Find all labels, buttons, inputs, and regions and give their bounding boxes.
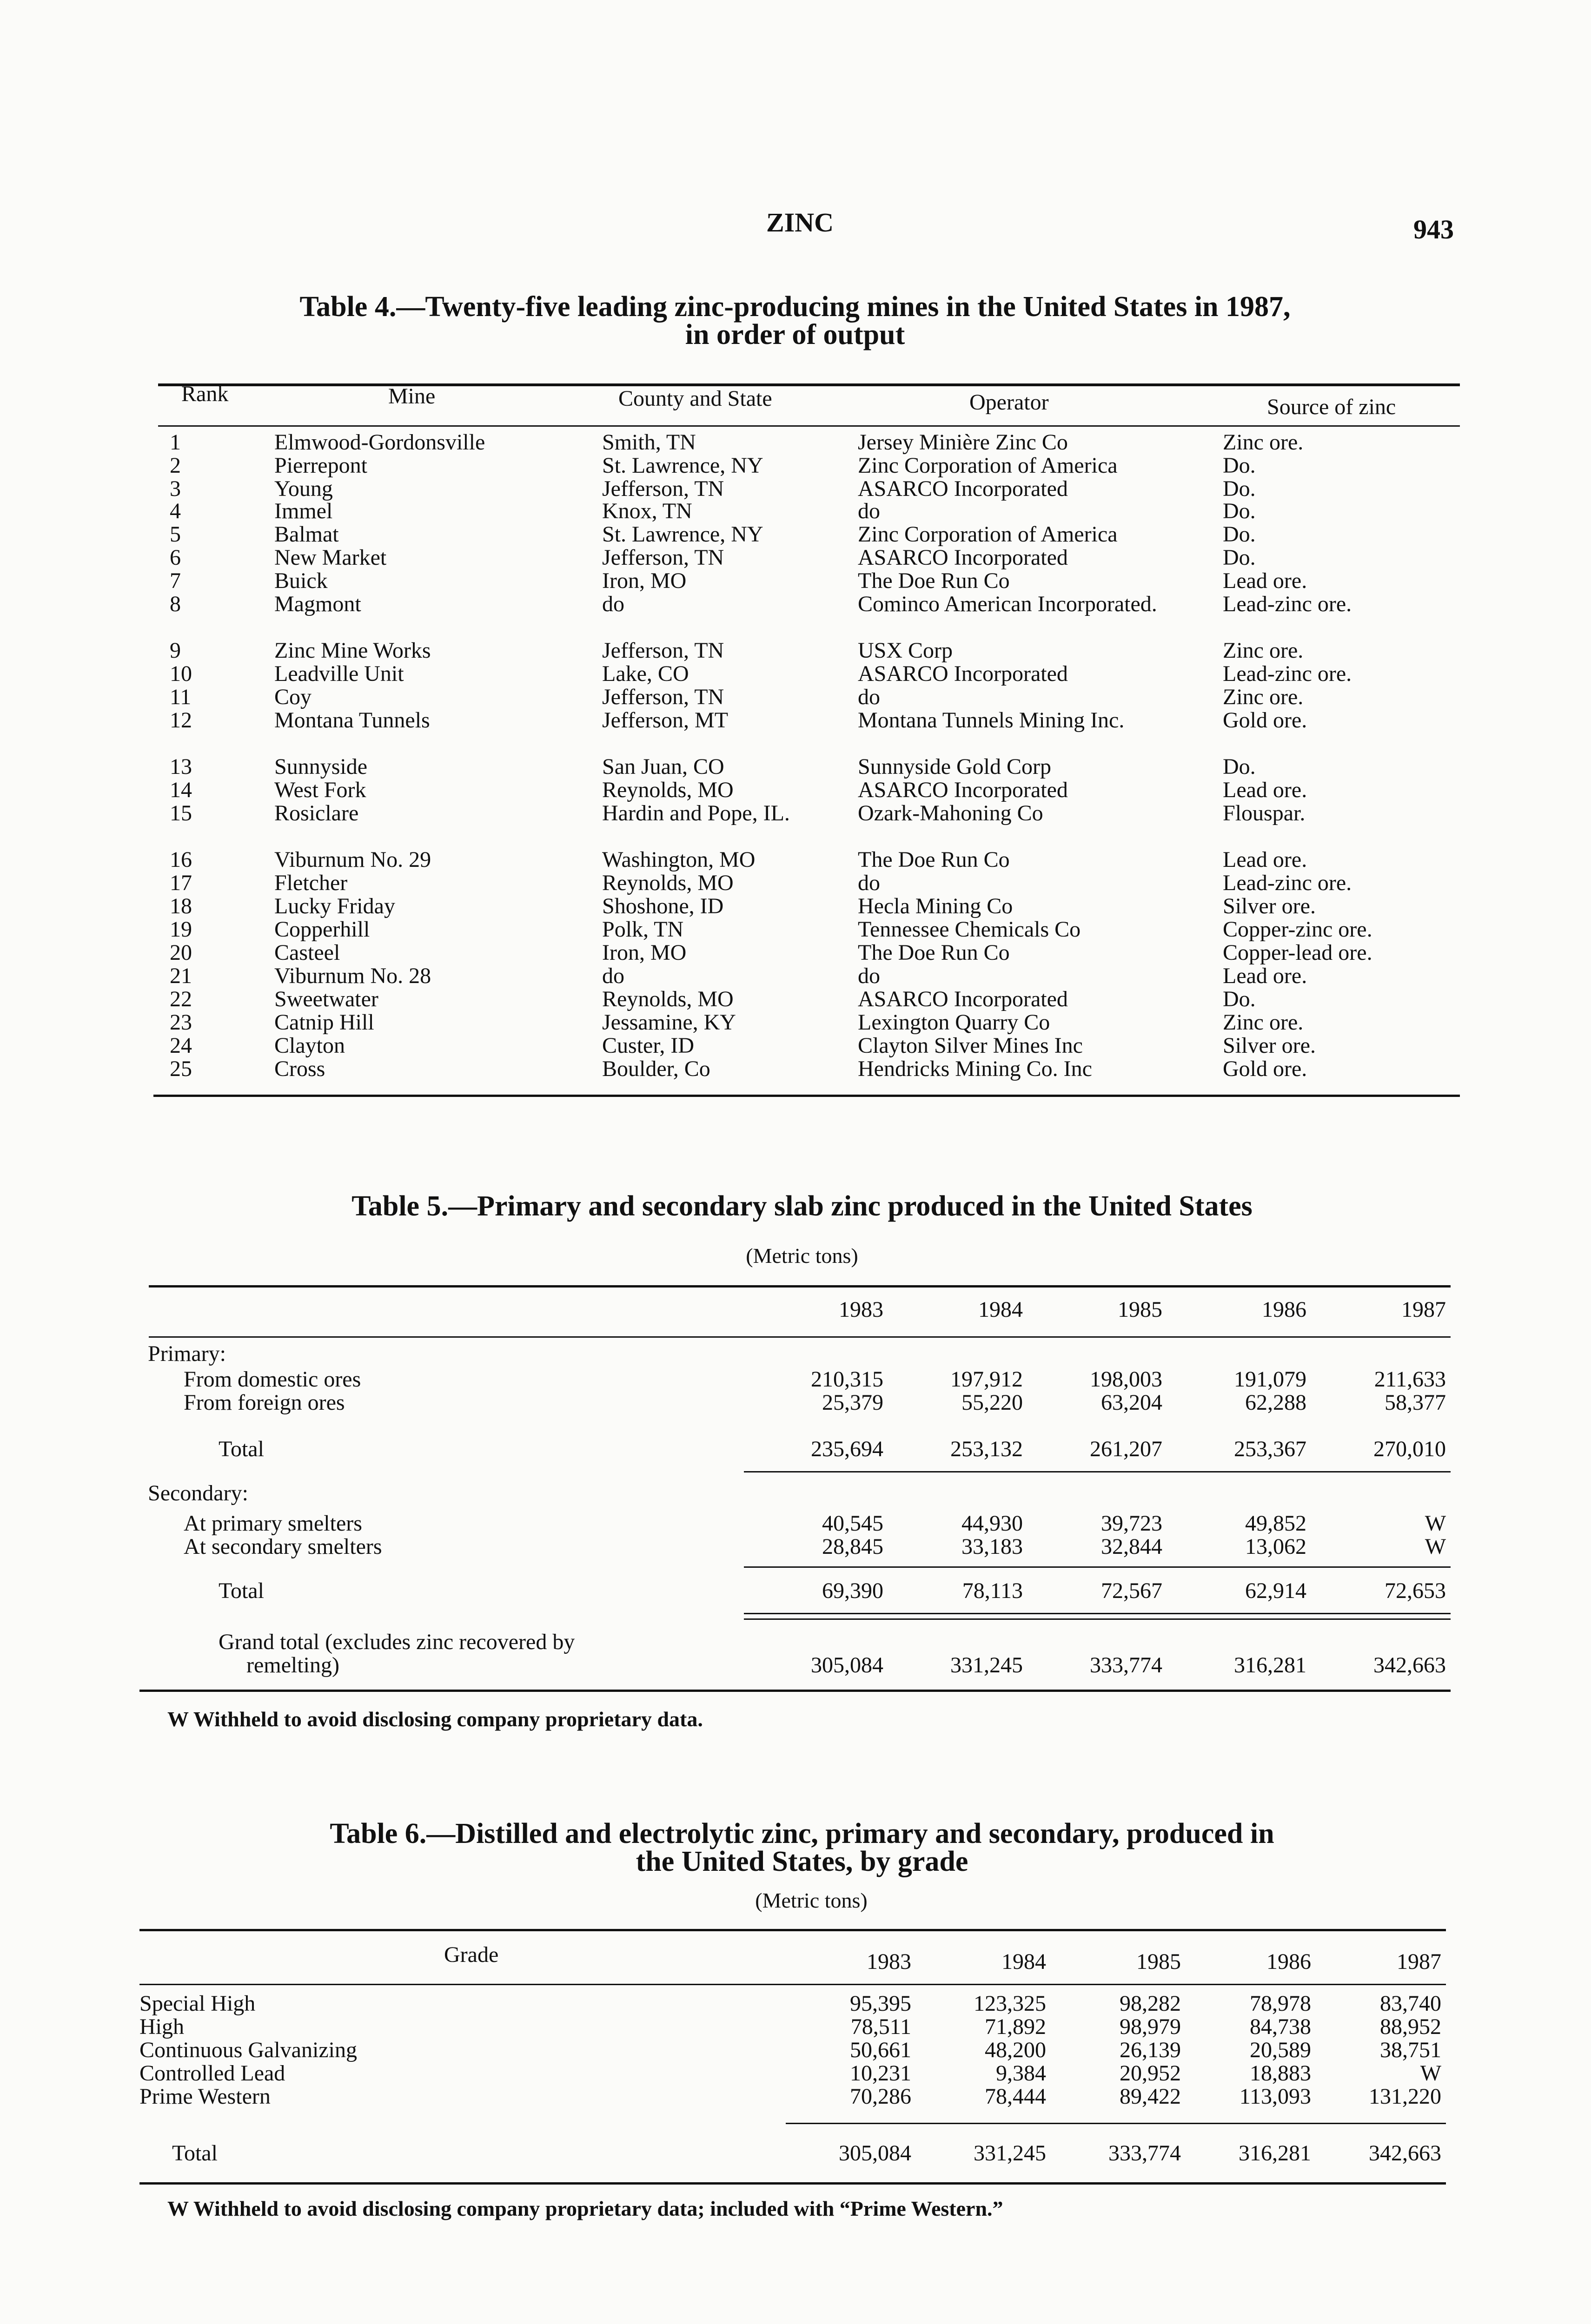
table4-mine: Cross	[274, 1056, 325, 1081]
table4-source: Lead ore.	[1223, 568, 1307, 593]
table4-row	[0, 477, 1591, 501]
value-cell: 40,545	[822, 1511, 883, 1536]
table4-rank: 19	[170, 917, 192, 942]
value-cell: 39,723	[1101, 1511, 1162, 1536]
value-cell: 331,245	[974, 2141, 1046, 2166]
value-cell: 78,113	[962, 1578, 1023, 1603]
table4-county: Jefferson, TN	[602, 685, 724, 709]
table4-rank: 4	[170, 499, 181, 523]
value-cell: 342,663	[1369, 2141, 1441, 2166]
table6-title-line2: the United States, by grade	[636, 1846, 968, 1877]
table5-grand-rule-b	[744, 1618, 1451, 1620]
value-cell: 123,325	[974, 1991, 1046, 2016]
value-cell: 72,567	[1101, 1578, 1162, 1603]
table5-footnote: W Withheld to avoid disclosing company proprietary data.	[167, 1707, 703, 1731]
table4-county: Reynolds, MO	[602, 778, 734, 802]
table4-source: Zinc ore.	[1223, 1010, 1304, 1035]
table4-county: Jefferson, TN	[602, 545, 724, 570]
value-cell: 98,979	[1120, 2014, 1181, 2039]
row-label: Total	[172, 2141, 218, 2166]
table4-mine: Young	[274, 476, 333, 501]
table4-rank: 3	[170, 476, 181, 501]
table4-county: Jefferson, TN	[602, 476, 724, 501]
table4-operator: The Doe Run Co	[858, 847, 1010, 872]
table5-grand-rule-a	[744, 1613, 1451, 1614]
table4-county: Custer, ID	[602, 1033, 695, 1058]
table4-rank: 18	[170, 894, 192, 918]
year-header: 1987	[1397, 1949, 1441, 1974]
value-cell: 33,183	[961, 1534, 1023, 1559]
value-cell: 72,653	[1385, 1578, 1446, 1603]
value-cell: 78,444	[985, 2084, 1046, 2109]
table4-county: Reynolds, MO	[602, 871, 734, 895]
value-cell: 210,315	[811, 1367, 883, 1392]
table6-top-rule	[139, 1929, 1446, 1931]
table4-rank: 15	[170, 801, 192, 825]
table4-row	[0, 895, 1591, 918]
table4-row	[0, 523, 1591, 546]
table4-rank: 22	[170, 987, 192, 1011]
table4-row	[0, 569, 1591, 593]
table4-mine: Magmont	[274, 592, 361, 616]
table4-operator: ASARCO Incorporated	[858, 987, 1068, 1011]
value-cell: 270,010	[1373, 1437, 1446, 1461]
table4-mine: Immel	[274, 499, 333, 523]
table4-county: St. Lawrence, NY	[602, 453, 763, 478]
table4-source: Copper-lead ore.	[1223, 940, 1372, 965]
table4-county: Iron, MO	[602, 568, 687, 593]
table4-source: Copper-zinc ore.	[1223, 917, 1372, 942]
table4-mine: Fletcher	[274, 871, 348, 895]
table4-mine: Montana Tunnels	[274, 708, 430, 733]
table4-operator: Lexington Quarry Co	[858, 1010, 1050, 1035]
year-header: 1987	[1401, 1297, 1446, 1322]
table4-title-line1: Table 4.—Twenty-five leading zinc-producing mines in the United States in 1987,	[299, 291, 1291, 323]
table4-mine: Clayton	[274, 1033, 345, 1058]
table4-county: Iron, MO	[602, 940, 687, 965]
table5-header-rule	[149, 1336, 1451, 1338]
table4-county: St. Lawrence, NY	[602, 522, 763, 547]
table5-top-rule	[149, 1285, 1451, 1287]
table4-row	[0, 431, 1591, 454]
table5-unit: (Metric tons)	[746, 1244, 858, 1268]
value-cell: 25,379	[822, 1390, 883, 1415]
row-label: Prime Western	[139, 2084, 271, 2109]
table4-row	[0, 779, 1591, 802]
table4-row	[0, 593, 1591, 616]
table4-mine: Casteel	[274, 940, 340, 965]
table4-mine: Leadville Unit	[274, 661, 404, 686]
table5-primary-label: Primary:	[148, 1341, 226, 1366]
table4-operator: Jersey Minière Zinc Co	[858, 430, 1068, 455]
table4-mine: Viburnum No. 29	[274, 847, 431, 872]
row-label: From foreign ores	[184, 1390, 345, 1415]
value-cell: 78,978	[1250, 1991, 1311, 2016]
value-cell: 20,952	[1120, 2061, 1181, 2086]
value-cell: 197,912	[950, 1367, 1023, 1392]
year-header: 1984	[978, 1297, 1023, 1322]
value-cell: 98,282	[1120, 1991, 1181, 2016]
value-cell: 70,286	[850, 2084, 911, 2109]
value-cell: 38,751	[1380, 2038, 1441, 2062]
year-header: 1986	[1262, 1297, 1306, 1322]
row-label: Continuous Galvanizing	[139, 2038, 357, 2062]
value-cell: 261,207	[1090, 1437, 1162, 1461]
table4-source: Silver ore.	[1223, 1033, 1316, 1058]
page-number: 943	[1413, 214, 1454, 244]
table4-rank: 7	[170, 568, 181, 593]
value-cell: 305,084	[811, 1653, 883, 1677]
row-label: Controlled Lead	[139, 2061, 285, 2086]
table4-operator: ASARCO Incorporated	[858, 476, 1068, 501]
value-cell: 48,200	[985, 2038, 1046, 2062]
table4-rank: 2	[170, 453, 181, 478]
table4-county: Jessamine, KY	[602, 1010, 736, 1035]
value-cell: 49,852	[1245, 1511, 1306, 1536]
value-cell: 211,633	[1374, 1367, 1446, 1392]
value-cell: 28,845	[822, 1534, 883, 1559]
value-cell: 71,892	[985, 2014, 1046, 2039]
table4-source: Do.	[1223, 522, 1256, 547]
table4-source: Do.	[1223, 987, 1256, 1011]
table4-county: Lake, CO	[602, 661, 689, 686]
table4-operator: USX Corp	[858, 638, 953, 663]
table4-county: Shoshone, ID	[602, 894, 724, 918]
table4-operator: Sunnyside Gold Corp	[858, 754, 1052, 779]
year-header: 1986	[1266, 1949, 1311, 1974]
value-cell: 95,395	[850, 1991, 911, 2016]
row-label: At primary smelters	[184, 1511, 362, 1536]
table5-total-rule-2a	[744, 1566, 1451, 1568]
table4-source: Do.	[1223, 545, 1256, 570]
table4-row	[0, 918, 1591, 941]
value-cell: 88,952	[1380, 2014, 1441, 2039]
value-cell: 333,774	[1090, 1653, 1162, 1677]
table4-col-operator: Operator	[969, 390, 1049, 415]
value-cell: 342,663	[1373, 1653, 1446, 1677]
table4-county: Washington, MO	[602, 847, 756, 872]
table4-source: Silver ore.	[1223, 894, 1316, 918]
table4-source: Do.	[1223, 476, 1256, 501]
table5-bottom-rule	[139, 1690, 1451, 1692]
table4-row	[0, 964, 1591, 988]
row-label: remelting)	[246, 1653, 339, 1677]
table4-source: Lead-zinc ore.	[1223, 661, 1352, 686]
table4-row	[0, 755, 1591, 779]
grand-total-label-1: Grand total (excludes zinc recovered by	[219, 1630, 575, 1654]
value-cell: 253,367	[1234, 1437, 1306, 1461]
table4-mine: Coy	[274, 685, 312, 709]
table4-operator: ASARCO Incorporated	[858, 778, 1068, 802]
table4-county: San Juan, CO	[602, 754, 724, 779]
table4-county: Jefferson, TN	[602, 638, 724, 663]
value-cell: 333,774	[1108, 2141, 1181, 2166]
table4-col-source: Source of zinc	[1267, 395, 1396, 419]
table4-county: Jefferson, MT	[602, 708, 729, 733]
table4-operator: Hendricks Mining Co. Inc	[858, 1056, 1092, 1081]
row-label: At secondary smelters	[184, 1534, 382, 1559]
table4-county: Smith, TN	[602, 430, 696, 455]
table4-mine: Sweetwater	[274, 987, 378, 1011]
value-cell: 26,139	[1120, 2038, 1181, 2062]
value-cell: W	[1420, 2061, 1441, 2086]
table4-source: Zinc ore.	[1223, 685, 1304, 709]
value-cell: 331,245	[950, 1653, 1023, 1677]
table4-row	[0, 1011, 1591, 1034]
table4-source: Do.	[1223, 453, 1256, 478]
value-cell: 62,914	[1245, 1578, 1306, 1603]
value-cell: 235,694	[811, 1437, 883, 1461]
table4-mine: Copperhill	[274, 917, 370, 942]
table4-row	[0, 1034, 1591, 1057]
table6-footnote: W Withheld to avoid disclosing company proprietary data; included with “Prime Western.”	[167, 2197, 1003, 2220]
table4-rank: 11	[170, 685, 192, 709]
table5-total-rule-1a	[744, 1471, 1451, 1472]
table4-mine: Catnip Hill	[274, 1010, 374, 1035]
value-cell: 113,093	[1239, 2084, 1311, 2109]
table4-row	[0, 500, 1591, 523]
table4-source: Lead-zinc ore.	[1223, 592, 1352, 616]
value-cell: W	[1425, 1534, 1446, 1559]
table4-rank: 14	[170, 778, 192, 802]
year-header: 1983	[839, 1297, 883, 1322]
row-label: Special High	[139, 1991, 256, 2016]
value-cell: 131,220	[1369, 2084, 1441, 2109]
table6-total-rule	[786, 2123, 1446, 2124]
table4-mine: Viburnum No. 28	[274, 964, 431, 988]
table4-operator: Montana Tunnels Mining Inc.	[858, 708, 1125, 733]
table4-source: Gold ore.	[1223, 708, 1307, 733]
table4-title-line2: in order of output	[685, 319, 905, 350]
table4-col-county: County and State	[618, 386, 772, 411]
value-cell: 316,281	[1234, 1653, 1306, 1677]
table4-operator: do	[858, 964, 880, 988]
value-cell: 18,883	[1250, 2061, 1311, 2086]
table4-row	[0, 662, 1591, 686]
table4-mine: Elmwood-Gordonsville	[274, 430, 485, 455]
table4-col-mine: Mine	[388, 384, 436, 409]
table4-top-rule	[158, 383, 1460, 386]
table4-mine: Balmat	[274, 522, 339, 547]
value-cell: 55,220	[961, 1390, 1023, 1415]
table4-operator: do	[858, 871, 880, 895]
table4-row	[0, 802, 1591, 825]
table4-mine: Pierrepont	[274, 453, 367, 478]
table4-row	[0, 546, 1591, 569]
table4-operator: The Doe Run Co	[858, 568, 1010, 593]
value-cell: 78,511	[850, 2014, 911, 2039]
value-cell: 84,738	[1250, 2014, 1311, 2039]
value-cell: 305,084	[839, 2141, 911, 2166]
table4-mine: Lucky Friday	[274, 894, 395, 918]
table4-rank: 10	[170, 661, 192, 686]
table4-operator: do	[858, 499, 880, 523]
table4-operator: The Doe Run Co	[858, 940, 1010, 965]
table4-operator: ASARCO Incorporated	[858, 661, 1068, 686]
table4-col-rank: Rank	[181, 382, 229, 406]
table4-source: Zinc ore.	[1223, 638, 1304, 663]
table4-operator: ASARCO Incorporated	[858, 545, 1068, 570]
table4-rank: 5	[170, 522, 181, 547]
table4-rank: 21	[170, 964, 192, 988]
table4-source: Flouspar.	[1223, 801, 1306, 825]
value-cell: 58,377	[1385, 1390, 1446, 1415]
table4-source: Lead ore.	[1223, 778, 1307, 802]
value-cell: 83,740	[1380, 1991, 1441, 2016]
year-header: 1985	[1136, 1949, 1181, 1974]
table4-rank: 23	[170, 1010, 192, 1035]
value-cell: 10,231	[850, 2061, 911, 2086]
table4-rank: 6	[170, 545, 181, 570]
table4-source: Lead ore.	[1223, 847, 1307, 872]
table4-row	[0, 872, 1591, 895]
table4-mine: Sunnyside	[274, 754, 368, 779]
table4-source: Gold ore.	[1223, 1056, 1307, 1081]
table4-operator: do	[858, 685, 880, 709]
table4-source: Lead-zinc ore.	[1223, 871, 1352, 895]
table4-row	[0, 709, 1591, 732]
table4-county: do	[602, 592, 624, 616]
value-cell: 191,079	[1234, 1367, 1306, 1392]
table4-mine: New Market	[274, 545, 387, 570]
value-cell: 44,930	[961, 1511, 1023, 1536]
table4-rank: 17	[170, 871, 192, 895]
value-cell: 62,288	[1245, 1390, 1306, 1415]
table4-county: Polk, TN	[602, 917, 684, 942]
value-cell: W	[1425, 1511, 1446, 1536]
table4-source: Lead ore.	[1223, 964, 1307, 988]
table4-operator: Cominco American Incorporated.	[858, 592, 1157, 616]
table4-rank: 25	[170, 1056, 192, 1081]
table4-county: Reynolds, MO	[602, 987, 734, 1011]
table4-rank: 24	[170, 1033, 192, 1058]
table4-rank: 16	[170, 847, 192, 872]
table4-operator: Zinc Corporation of America	[858, 522, 1118, 547]
value-cell: 63,204	[1101, 1390, 1162, 1415]
row-label: From domestic ores	[184, 1367, 361, 1392]
table4-row	[0, 848, 1591, 872]
table4-row	[0, 639, 1591, 662]
table4-operator: Hecla Mining Co	[858, 894, 1013, 918]
year-header: 1984	[1001, 1949, 1046, 1974]
value-cell: 89,422	[1120, 2084, 1181, 2109]
table4-operator: Clayton Silver Mines Inc	[858, 1033, 1083, 1058]
table6-bottom-rule	[139, 2182, 1446, 2185]
table4-county: Knox, TN	[602, 499, 692, 523]
table4-county: Boulder, Co	[602, 1056, 710, 1081]
table5-secondary-label: Secondary:	[148, 1481, 248, 1505]
value-cell: 198,003	[1090, 1367, 1162, 1392]
table4-county: Hardin and Pope, IL.	[602, 801, 790, 825]
table6-unit: (Metric tons)	[755, 1888, 868, 1912]
table4-row	[0, 686, 1591, 709]
running-head: ZINC	[766, 207, 834, 238]
table4-mine: Buick	[274, 568, 328, 593]
value-cell: 50,661	[850, 2038, 911, 2062]
table4-operator: Tennessee Chemicals Co	[858, 917, 1081, 942]
value-cell: 316,281	[1239, 2141, 1311, 2166]
table4-row	[0, 988, 1591, 1011]
table4-mine: West Fork	[274, 778, 366, 802]
row-label: Total	[219, 1578, 264, 1603]
value-cell: 13,062	[1245, 1534, 1306, 1559]
table4-row	[0, 941, 1591, 964]
value-cell: 32,844	[1101, 1534, 1162, 1559]
table4-row	[0, 454, 1591, 477]
row-label: Total	[219, 1437, 264, 1461]
table5-title: Table 5.—Primary and secondary slab zinc produced in the United States	[351, 1190, 1253, 1222]
table4-operator: Zinc Corporation of America	[858, 453, 1118, 478]
value-cell: 20,589	[1250, 2038, 1311, 2062]
table4-source: Do.	[1223, 499, 1256, 523]
value-cell: 69,390	[822, 1578, 883, 1603]
value-cell: 9,384	[996, 2061, 1046, 2086]
row-label: High	[139, 2014, 184, 2039]
table4-row	[0, 1057, 1591, 1081]
table4-rank: 1	[170, 430, 181, 455]
table4-mine: Rosiclare	[274, 801, 359, 825]
table4-operator: Ozark-Mahoning Co	[858, 801, 1043, 825]
table4-source: Zinc ore.	[1223, 430, 1304, 455]
table4-rank: 20	[170, 940, 192, 965]
table4-mine: Zinc Mine Works	[274, 638, 431, 663]
year-header: 1985	[1118, 1297, 1162, 1322]
value-cell: 253,132	[950, 1437, 1023, 1461]
table6-col-grade: Grade	[444, 1942, 499, 1967]
year-header: 1983	[867, 1949, 911, 1974]
table6-title-line1: Table 6.—Distilled and electrolytic zinc, primary and secondary, produced in	[330, 1818, 1274, 1849]
table4-rank: 9	[170, 638, 181, 663]
table4-county: do	[602, 964, 624, 988]
table4-header-rule	[158, 425, 1460, 427]
table4-bottom-rule	[153, 1095, 1460, 1097]
table4-rank: 12	[170, 708, 192, 733]
table4-rank: 8	[170, 592, 181, 616]
table6-header-rule	[139, 1984, 1446, 1985]
table4-rank: 13	[170, 754, 192, 779]
table4-source: Do.	[1223, 754, 1256, 779]
